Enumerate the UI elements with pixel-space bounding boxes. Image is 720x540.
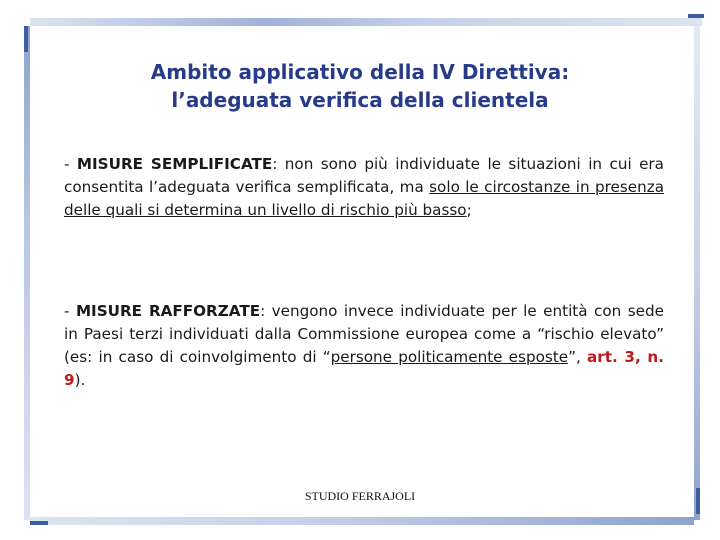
title-line-2: l’adeguata verifica della clientela (171, 88, 549, 112)
bottom-frame-bar (30, 517, 694, 525)
right-frame-accent (696, 488, 700, 514)
footer-firm-name: STUDIO FERRAJOLI (304, 489, 416, 503)
item2-underlined-text: persone politicamente esposte (330, 348, 569, 366)
paragraph-enhanced-measures (64, 300, 664, 392)
item2-text-2: ”, (568, 348, 587, 366)
top-frame-bar (30, 18, 702, 26)
title-line-1: Ambito applicativo della IV Direttiva: (150, 60, 570, 84)
item1-label: MISURE SEMPLIFICATE (76, 155, 273, 173)
item2-article-reference: art. 3, n. 9 (64, 348, 664, 389)
item2-dash: - (64, 302, 76, 320)
slide-title (60, 58, 660, 114)
top-frame-accent (688, 14, 704, 18)
item1-dash: - (64, 155, 77, 173)
item2-end: ). (74, 371, 86, 389)
left-frame-bar (24, 26, 30, 520)
item2-text: : vengono invece individuate per le entità con sede in Paesi terzi individuati dalla Commissione europea come a “rischio elevato” (es: in caso di coinvolgimento di “ (64, 302, 664, 366)
bottom-frame-accent (30, 521, 48, 525)
item1-underlined-text: solo le circostanze in presenza delle quali si determina un livello di rischio più basso (64, 178, 665, 219)
right-frame-bar (694, 26, 700, 520)
item1-text: : non sono più individuate le situazioni in cui era consentita l’adeguata verifica semplificata, ma (64, 155, 664, 196)
item2-label: MISURE RAFFORZATE (75, 302, 261, 320)
item1-end: ; (466, 201, 472, 219)
paragraph-simplified-measures (64, 153, 664, 222)
left-frame-accent (24, 26, 28, 52)
